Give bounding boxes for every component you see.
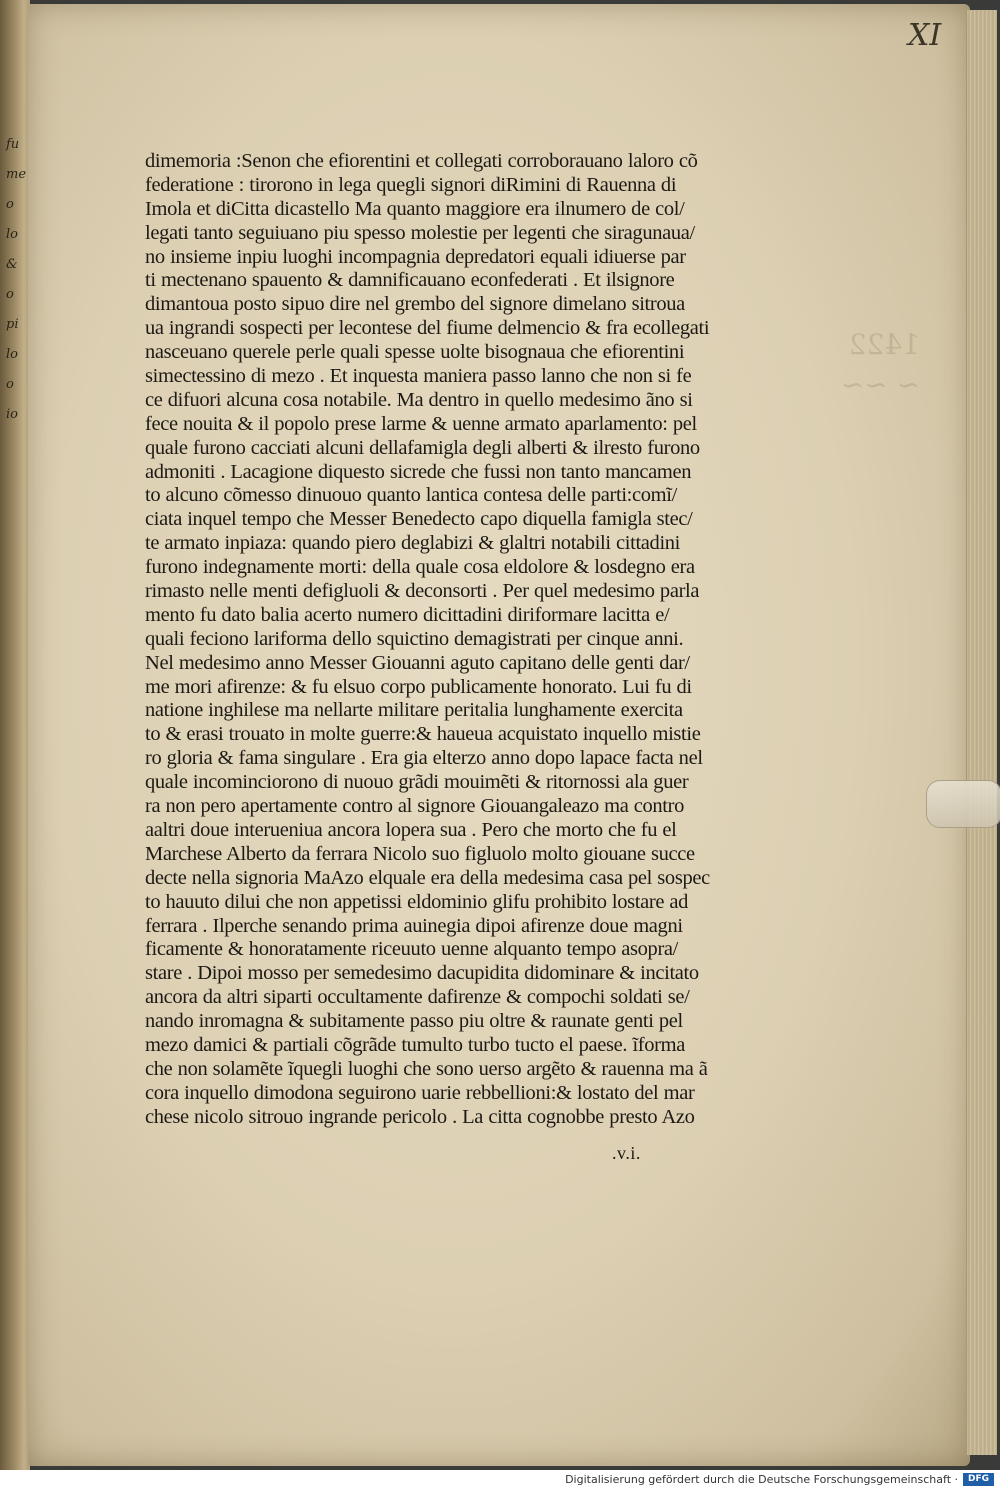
text-line: ra non pero apertamente contro al signore Giouangaleazo ma contro — [145, 795, 685, 818]
text-line: dimemoria :Senon che efiorentini et collegati corroborauano laloro cõ — [145, 150, 698, 172]
text-line: furono indegnamente morti: della quale cosa eldolore & losdegno era — [145, 556, 695, 579]
funding-credit: Digitalisierung gefördert durch die Deutsche Forschungsgemeinschaft · — [565, 1473, 958, 1486]
text-line: nando inromagna & subitamente passo piu oltre & raunate genti pel — [145, 1010, 683, 1033]
text-line: Imola et diCitta dicastello Ma quanto maggiore era ilnumero de col/ — [145, 197, 685, 220]
text-line: ce difuori alcuna cosa notabile. Ma dentro in quello medesimo ãno si — [145, 388, 693, 411]
text-line: mezo damici & partiali cõgrãde tumulto turbo tucto el paese. ĩforma — [145, 1033, 685, 1056]
previous-page-fragment: me — [6, 167, 27, 182]
text-line: ua ingrandi sospecti per lecontese del fiume delmencio & fra ecollegati — [145, 317, 710, 340]
text-line: ferrara . Ilperche senando prima auinegia dipoi afirenze doue magni — [145, 914, 683, 937]
text-line: ancora da altri siparti occultamente dafirenze & compochi soldati se/ — [145, 986, 690, 1009]
text-line: quale incominciorono di nuouo grãdi mouimẽti & ritornossi ala guer — [145, 771, 689, 794]
text-line: ficamente & honoratamente riceuuto uenne alquanto tempo asopra/ — [145, 938, 679, 961]
folio-number: XI — [908, 18, 942, 53]
previous-page-fragment: fu — [6, 137, 20, 152]
text-line: te armato inpiaza: quando piero deglabizi & glaltri notabili cittadini — [145, 532, 681, 555]
previous-page-fragment: o — [6, 197, 14, 212]
text-line: aaltri doue interueniua ancora lopera sua . Pero che morto che fu el — [145, 818, 677, 841]
previous-page-fragment: lo — [6, 227, 18, 242]
text-line: ti mectenano spauento & damnificauano econfederati . Et ilsignore — [145, 269, 675, 292]
text-line: admoniti . Lacagione diquesto sicrede che fussi non tanto mancamen — [145, 460, 692, 483]
text-line: Nel medesimo anno Messer Giouanni aguto capitano delle genti dar/ — [145, 651, 690, 674]
footer-bar — [0, 1470, 1000, 1490]
text-line: mento fu dato balia acerto numero dicittadini diriformare lacitta e/ — [145, 603, 670, 626]
dfg-logo: DFG — [963, 1473, 994, 1486]
text-line: nasceuano querele perle quali spesse uolte bisognaua che efiorentini — [145, 341, 685, 364]
previous-page-fragments — [0, 130, 30, 550]
text-line: quale furono cacciati alcuni dellafamigla degli alberti & ilresto furono — [145, 436, 700, 459]
text-line: quali feciono lariforma dello squictino demagistrati per cinque anni. — [145, 627, 684, 650]
show-through-bleed: 1422 ~ ~~ — [840, 328, 920, 401]
previous-page-fragment: o — [6, 287, 14, 302]
text-line: fece nouita & il popolo prese larme & uenne armato aparlamento: pel — [145, 412, 697, 435]
text-line: simectessino di mezo . Et inquesta maniera passo lanno che non si fe — [145, 365, 692, 388]
text-line: dimantoua posto sipuo dire nel grembo del signore dimelano sitroua — [145, 293, 685, 316]
previous-page-fragment: io — [6, 407, 18, 422]
previous-page-fragment: lo — [6, 347, 18, 362]
text-line: stare . Dipoi mosso per semedesimo dacupidita didominare & incitato — [145, 962, 699, 985]
text-line: ro gloria & fama singulare . Era gia elterzo anno dopo lapace facta nel — [145, 747, 703, 770]
text-line: ciata inquel tempo che Messer Benedecto capo diquella famigla stec/ — [145, 508, 693, 531]
text-line: me mori afirenze: & fu elsuo corpo publicamente honorato. Lui fu di — [145, 675, 692, 698]
text-line: che non solamẽte ĩquegli luoghi che sono uerso argẽto & rauenna ma ã — [145, 1057, 708, 1080]
text-line: to hauuto dilui che non appetissi eldominio glifu prohibito lostare ad — [145, 890, 689, 913]
main-text-block — [145, 150, 720, 1130]
text-line: no insieme inpiu luoghi incompagnia depredatori equali idiuerse par — [145, 245, 686, 268]
signature-mark: .v.i. — [612, 1143, 641, 1163]
text-line: rimasto nelle menti defigluoli & deconsorti . Per quel medesimo parla — [145, 580, 700, 603]
text-line: to & erasi trouato in molte guerre:& haueua acquistato inquello mistie — [145, 723, 701, 746]
text-line: natione inghilese ma nellarte militare peritalia lunghamente exercita — [145, 699, 683, 722]
previous-page-fragment: o — [6, 377, 14, 392]
text-line: decte nella signoria MaAzo elquale era della medesima casa pel sospec — [145, 866, 710, 889]
text-line: legati tanto seguiuano piu spesso molestie per legenti che siragunaua/ — [145, 221, 695, 244]
text-line: chese nicolo sitrouo ingrande pericolo . La citta cognobbe presto Azo — [145, 1105, 695, 1128]
previous-page-fragment: pi — [6, 317, 19, 332]
text-line: cora inquello dimodona seguirono uarie rebbellioni:& lostato del mar — [145, 1081, 695, 1104]
text-line: to alcuno cõmesso dinuouo quanto lantica contesa delle parti:comĩ/ — [145, 484, 677, 507]
bookmark-tab — [926, 780, 1000, 828]
page-edges — [966, 10, 997, 1455]
previous-page-fragment: & — [6, 257, 18, 272]
text-line: federatione : tirorono in lega quegli signori diRimini di Rauenna di — [145, 173, 677, 196]
text-line: Marchese Alberto da ferrara Nicolo suo figluolo molto giouane succe — [145, 842, 695, 865]
